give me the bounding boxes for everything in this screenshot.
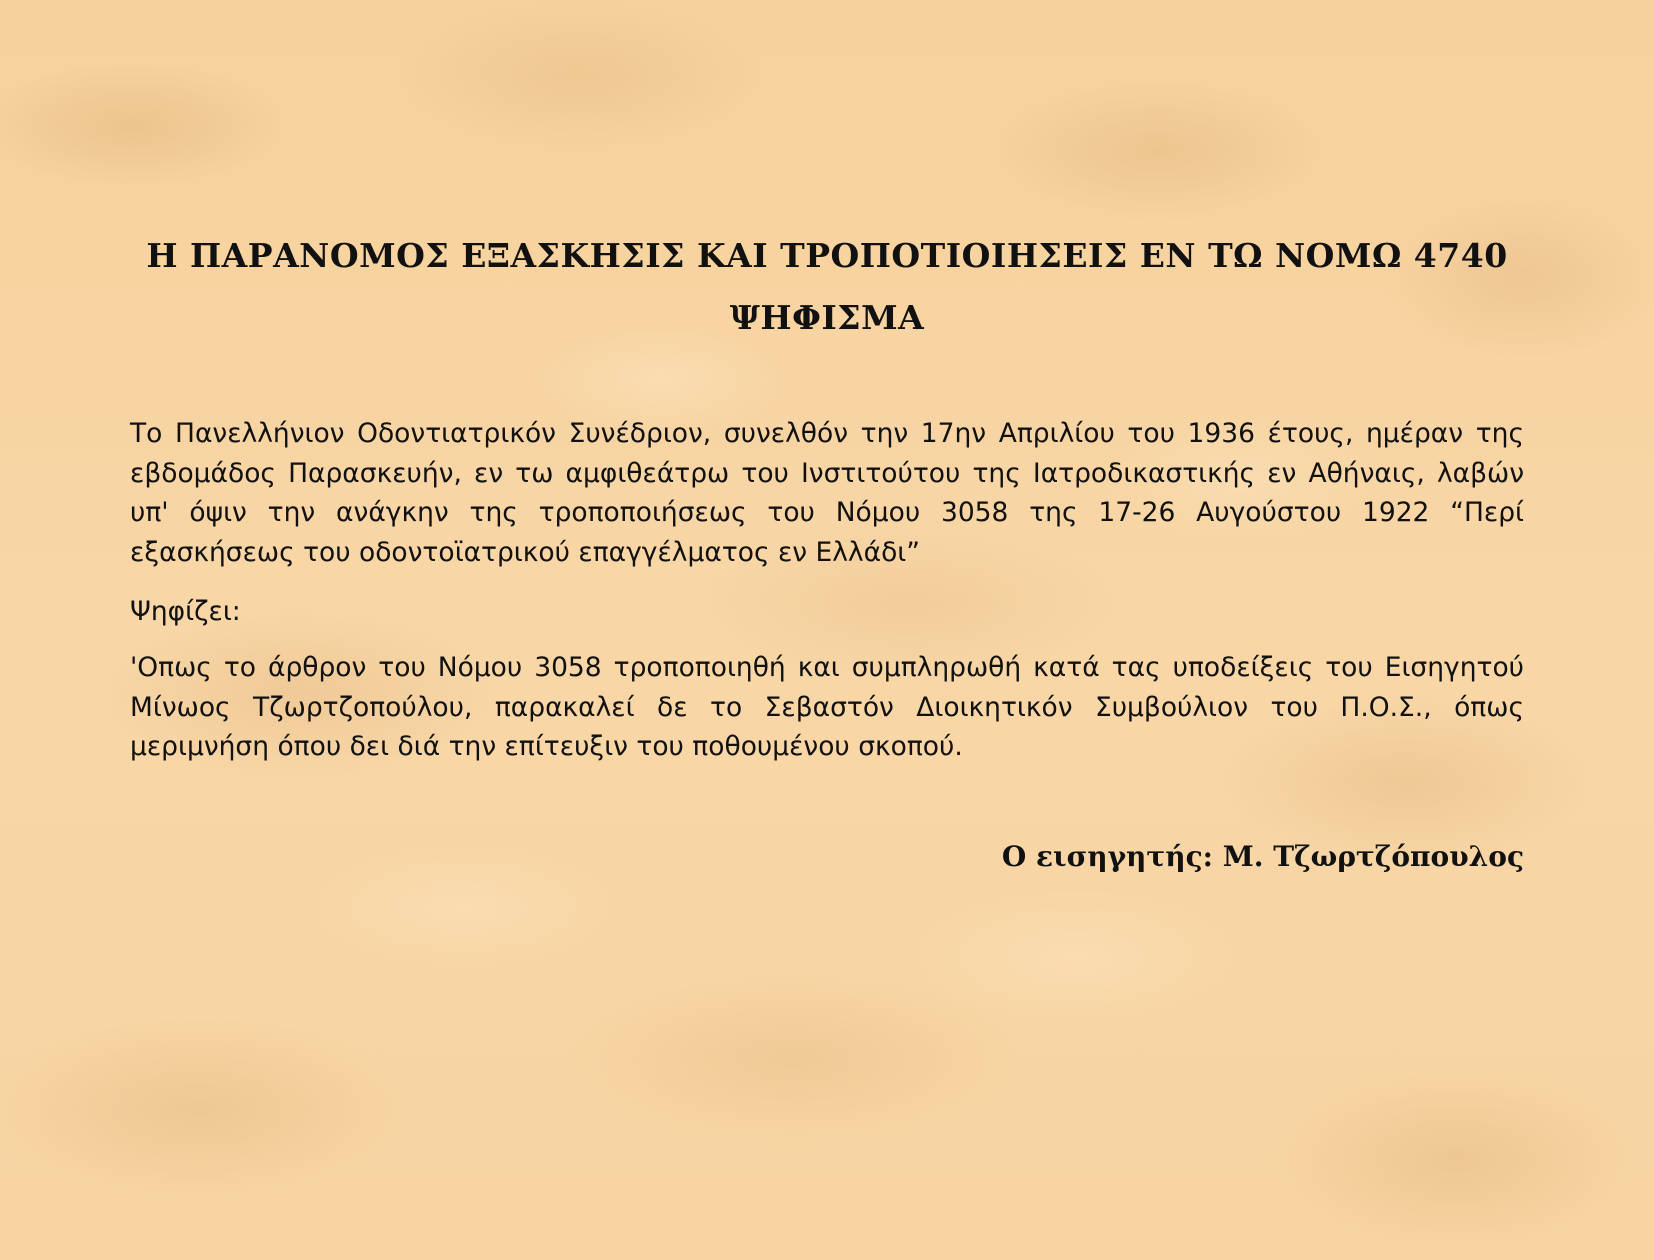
document-title: Η ΠΑΡΑΝΟΜΟΣ ΕΞΑΣΚΗΣΙΣ ΚΑΙ ΤΡΟΠΟΤΙΟΙΗΣΕΙΣ ΕΝ ΤΩ ΝΟΜΩ 4740 (146, 236, 1508, 275)
paragraph-preamble: Το Πανελλήνιον Οδοντιατρικόν Συνέδριον, συνελθόν την 17ην Απριλίου του 1936 έτους, ημέραν της εβδομάδος Παρασκευήν, εν τω αμφιθεάτρω του Ινστιτούτου της Ιατροδικαστικής εν Αθήναις, λαβών υπ' όψιν την ανάγκην της τροποποιήσεως του Νόμου 3058 της 17-26 Αυγούστου 1922 “Περί εξασκήσεως του οδοντοϊατρικού επαγγέλματος εν Ελλάδι” (130, 418, 1524, 568)
document-page (130, 0, 1524, 1260)
signature-line: Ο εισηγητής: Μ. Τζωρτζόπουλος (1001, 840, 1524, 873)
document-subtitle: ΨΗΦΙΣΜΑ (729, 298, 925, 337)
paragraph-votes: Ψηφίζει: (130, 596, 241, 627)
paragraph-resolution: 'Οπως το άρθρον του Νόμου 3058 τροποποιηθή και συμπληρωθή κατά τας υποδείξεις του Εισηγητού Μίνωος Τζωρτζοπούλου, παρακαλεί δε το Σεβαστόν Διοικητικόν Συμβούλιον του Π.Ο.Σ., όπως μεριμνήση όπου δει διά την επίτευξιν του ποθουμένου σκοπού. (130, 652, 1524, 762)
